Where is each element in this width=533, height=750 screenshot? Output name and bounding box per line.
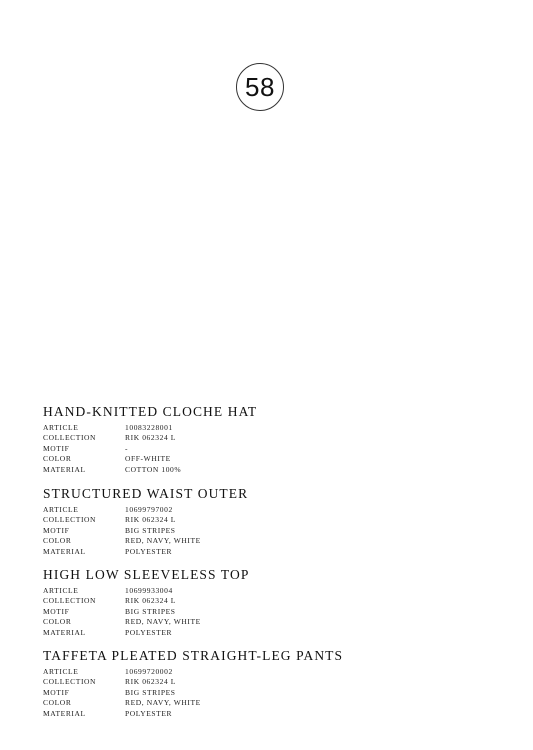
spec-row-motif	[43, 526, 503, 536]
product-block-cloche-hat	[43, 404, 503, 475]
spec-label: MOTIF	[43, 525, 70, 535]
spec-row-color	[43, 454, 503, 464]
spec-label: COLOR	[43, 698, 72, 708]
spec-label: MATERIAL	[43, 464, 86, 474]
spec-value: RED, NAVY, WHITE	[125, 698, 201, 708]
spec-value: RIK 062324 L	[125, 433, 176, 443]
spec-row-article	[43, 505, 503, 515]
spec-row-collection	[43, 433, 503, 443]
spec-label: COLLECTION	[43, 596, 97, 606]
page-number-badge	[236, 63, 284, 111]
page-number: 58	[245, 71, 275, 102]
spec-label: COLOR	[43, 454, 72, 464]
spec-value: BIG STRIPES	[125, 687, 176, 697]
product-title: HIGH LOW SLEEVELESS TOP	[43, 567, 250, 582]
spec-value: RED, NAVY, WHITE	[125, 617, 201, 627]
spec-label: ARTICLE	[43, 667, 79, 676]
spec-label: MATERIAL	[43, 708, 86, 718]
spec-label: MATERIAL	[43, 627, 86, 637]
spec-value: 10083228001	[125, 423, 173, 432]
spec-value: COTTON 100%	[125, 464, 182, 474]
spec-value: OFF-WHITE	[125, 454, 171, 464]
spec-row-color	[43, 698, 503, 708]
product-block-sleeveless-top	[43, 567, 503, 638]
spec-row-collection	[43, 596, 503, 606]
spec-row-article	[43, 423, 503, 433]
spec-value: BIG STRIPES	[125, 525, 176, 535]
spec-label: COLLECTION	[43, 677, 97, 687]
spec-label: MATERIAL	[43, 546, 86, 556]
spec-row-motif	[43, 607, 503, 617]
spec-value: 10699933004	[125, 586, 173, 595]
product-title: HAND-KNITTED CLOCHE HAT	[43, 404, 258, 419]
spec-value: POLYESTER	[125, 708, 173, 718]
spec-label: MOTIF	[43, 444, 70, 454]
product-block-pleated-pants	[43, 648, 503, 719]
spec-label: COLOR	[43, 536, 72, 546]
spec-row-material	[43, 709, 503, 719]
spec-value: -	[125, 444, 129, 454]
spec-value: RIK 062324 L	[125, 596, 176, 606]
spec-label: ARTICLE	[43, 505, 79, 514]
spec-value: BIG STRIPES	[125, 607, 176, 617]
spec-row-color	[43, 617, 503, 627]
spec-label: COLLECTION	[43, 515, 97, 525]
spec-value: RED, NAVY, WHITE	[125, 536, 201, 546]
spec-label: ARTICLE	[43, 423, 79, 432]
spec-value: RIK 062324 L	[125, 515, 176, 525]
spec-label: ARTICLE	[43, 586, 79, 595]
spec-row-motif	[43, 444, 503, 454]
spec-value: 10699797002	[125, 505, 173, 514]
spec-label: COLOR	[43, 617, 72, 627]
product-title: STRUCTURED WAIST OUTER	[43, 486, 249, 501]
spec-row-article	[43, 667, 503, 677]
spec-row-collection	[43, 677, 503, 687]
spec-row-collection	[43, 515, 503, 525]
spec-row-material	[43, 547, 503, 557]
product-block-waist-outer	[43, 486, 503, 557]
spec-row-material	[43, 628, 503, 638]
spec-row-motif	[43, 688, 503, 698]
spec-value: 10699720002	[125, 667, 173, 676]
spec-label: COLLECTION	[43, 433, 97, 443]
spec-value: POLYESTER	[125, 546, 173, 556]
spec-label: MOTIF	[43, 607, 70, 617]
spec-row-material	[43, 465, 503, 475]
spec-label: MOTIF	[43, 687, 70, 697]
product-title: TAFFETA PLEATED STRAIGHT-LEG PANTS	[43, 648, 344, 663]
spec-value: RIK 062324 L	[125, 677, 176, 687]
spec-row-color	[43, 536, 503, 546]
spec-value: POLYESTER	[125, 627, 173, 637]
spec-row-article	[43, 586, 503, 596]
